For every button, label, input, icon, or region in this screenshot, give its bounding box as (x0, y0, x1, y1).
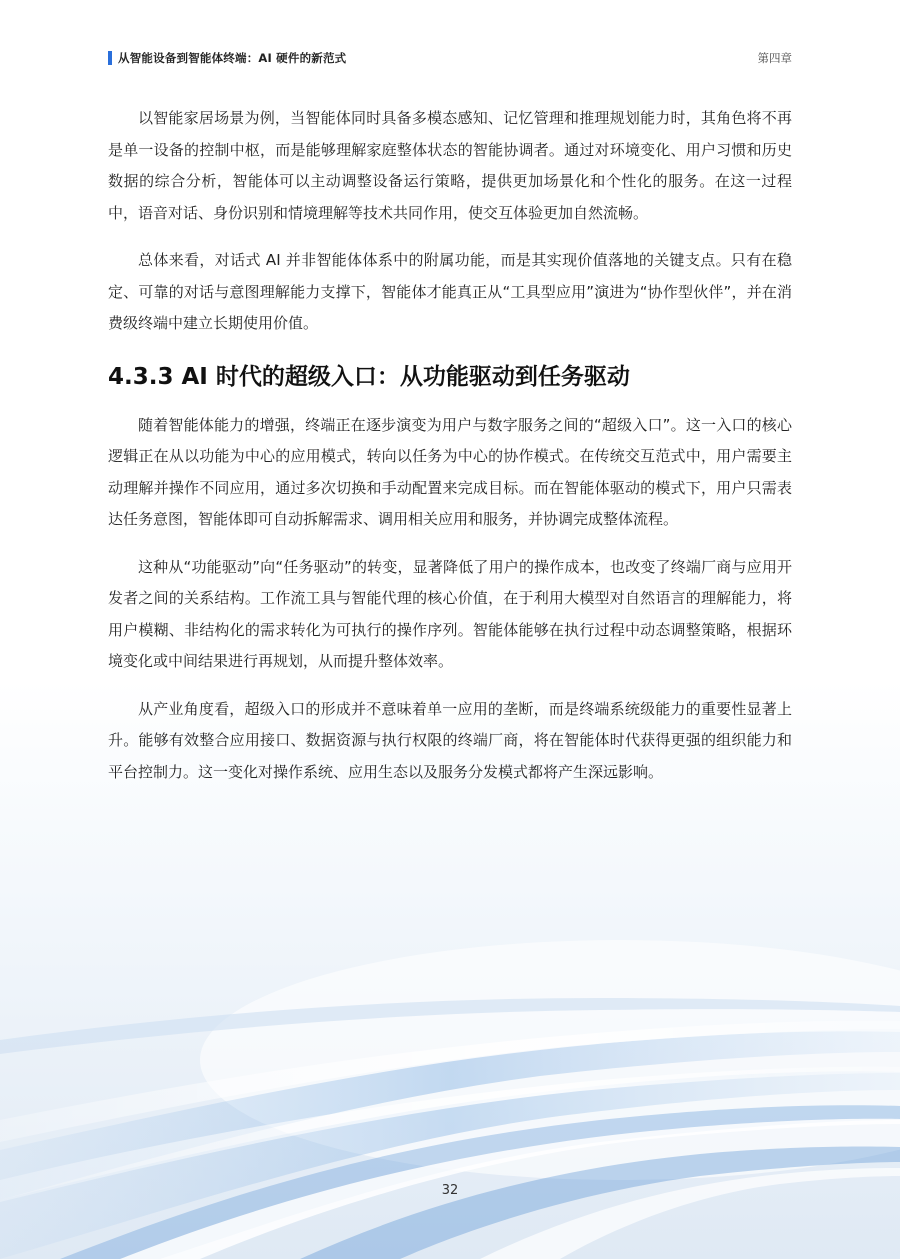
body-paragraph: 随着智能体能力的增强，终端正在逐步演变为用户与数字服务之间的“超级入口”。这一入口的核心逻辑正在从以功能为中心的应用模式，转向以任务为中心的协作模式。在传统交互范式中，用户需要主动理解并操作不同应用，通过多次切换和手动配置来完成目标。而在智能体驱动的模式下，用户只需表达任务意图，智能体即可自动拆解需求、调用相关应用和服务，并协调完成整体流程。 (108, 415, 792, 528)
section-heading: 4.3.3 AI 时代的超级入口：从功能驱动到任务驱动 (108, 363, 630, 390)
running-header (108, 50, 792, 68)
body-paragraph: 以智能家居场景为例，当智能体同时具备多模态感知、记忆管理和推理规划能力时，其角色将不再是单一设备的控制中枢，而是能够理解家庭整体状态的智能协调者。通过对环境变化、用户习惯和历史数据的综合分析，智能体可以主动调整设备运行策略，提供更加场景化和个性化的服务。在这一过程中，语音对话、身份识别和情境理解等技术共同作用，使交互体验更加自然流畅。 (108, 109, 792, 222)
body-paragraph: 这种从“功能驱动”向“任务驱动”的转变，显著降低了用户的操作成本，也改变了终端厂商与应用开发者之间的关系结构。工作流工具与智能代理的核心价值，在于利用大模型对自然语言的理解能力，将用户模糊、非结构化的需求转化为可执行的操作序列。智能体能够在执行过程中动态调整策略，根据环境变化或中间结果进行再规划，从而提升整体效率。 (108, 557, 792, 670)
header-accent-bar (108, 51, 112, 65)
page-body (108, 103, 792, 788)
header-title: 从智能设备到智能体终端：AI 硬件的新范式 (118, 51, 347, 65)
header-chapter: 第四章 (757, 51, 792, 65)
body-paragraph: 从产业角度看，超级入口的形成并不意味着单一应用的垄断，而是终端系统级能力的重要性显著上升。能够有效整合应用接口、数据资源与执行权限的终端厂商，将在智能体时代获得更强的组织能力和平台控制力。这一变化对操作系统、应用生态以及服务分发模式都将产生深远影响。 (108, 699, 792, 781)
body-paragraph: 总体来看，对话式 AI 并非智能体体系中的附属功能，而是其实现价值落地的关键支点。只有在稳定、可靠的对话与意图理解能力支撑下，智能体才能真正从“工具型应用”演进为“协作型伙伴”，并在消费级终端中建立长期使用价值。 (108, 251, 792, 332)
page-number: 32 (441, 1183, 459, 1198)
